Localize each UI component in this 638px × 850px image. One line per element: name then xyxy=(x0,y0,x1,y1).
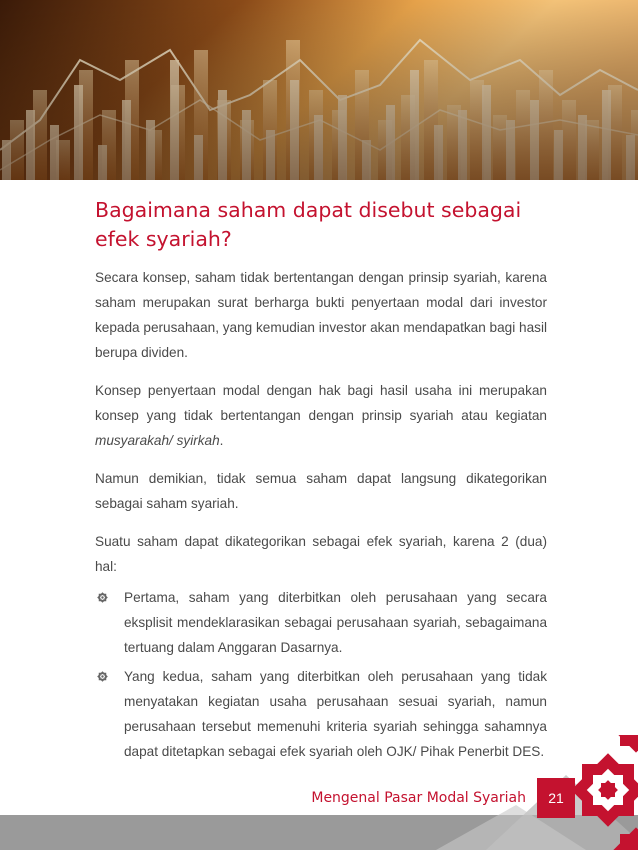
main-content xyxy=(95,196,547,768)
list-item-text: Pertama, saham yang diterbitkan oleh perusahaan yang secara eksplisit mendeklarasikan sebagai perusahaan syariah, sebagaimana tertuang dalam Anggaran Dasarnya. xyxy=(124,590,547,655)
star-ornament-icon xyxy=(95,669,110,684)
section-title: Bagaimana saham dapat disebut sebagai efek syariah? xyxy=(95,198,522,251)
paragraph: Suatu saham dapat dikategorikan sebagai efek syariah, karena 2 (dua) hal: xyxy=(95,534,547,574)
paragraph: Namun demikian, tidak semua saham dapat langsung dikategorikan sebagai saham syariah. xyxy=(95,471,547,511)
page-number: 21 xyxy=(537,778,575,818)
list-item xyxy=(95,585,547,660)
star-ornament-icon xyxy=(95,590,110,605)
footer-book-title: Mengenal Pasar Modal Syariah xyxy=(311,790,526,806)
banner-image xyxy=(0,0,638,180)
paragraph xyxy=(95,378,547,453)
paragraph-text: Konsep penyertaan modal dengan hak bagi hasil usaha ini merupakan konsep yang tidak bertentangan dengan prinsip syariah atau kegiatan xyxy=(95,383,547,423)
stock-chart-banner-icon xyxy=(0,0,638,180)
paragraph-end: . xyxy=(219,433,224,448)
paragraph: Secara konsep, saham tidak bertentangan dengan prinsip syariah, karena saham merupakan surat berharga bukti penyertaan modal dari investor kepada perusahaan, yang kemudian investor akan mendapatkan bagi hasil berupa dividen. xyxy=(95,270,547,360)
paragraph-italic-term: musyarakah/ syirkah xyxy=(95,433,220,448)
list-item-text: Yang kedua, saham yang diterbitkan oleh perusahaan yang tidak menyatakan kegiatan usaha perusahaan sesuai syariah, namun perusahaan tersebut memenuhi kriteria syariah sehingga sahamnya dapat ditetapkan sebagai efek syariah oleh OJK/ Pihak Penerbit DES. xyxy=(124,669,547,759)
